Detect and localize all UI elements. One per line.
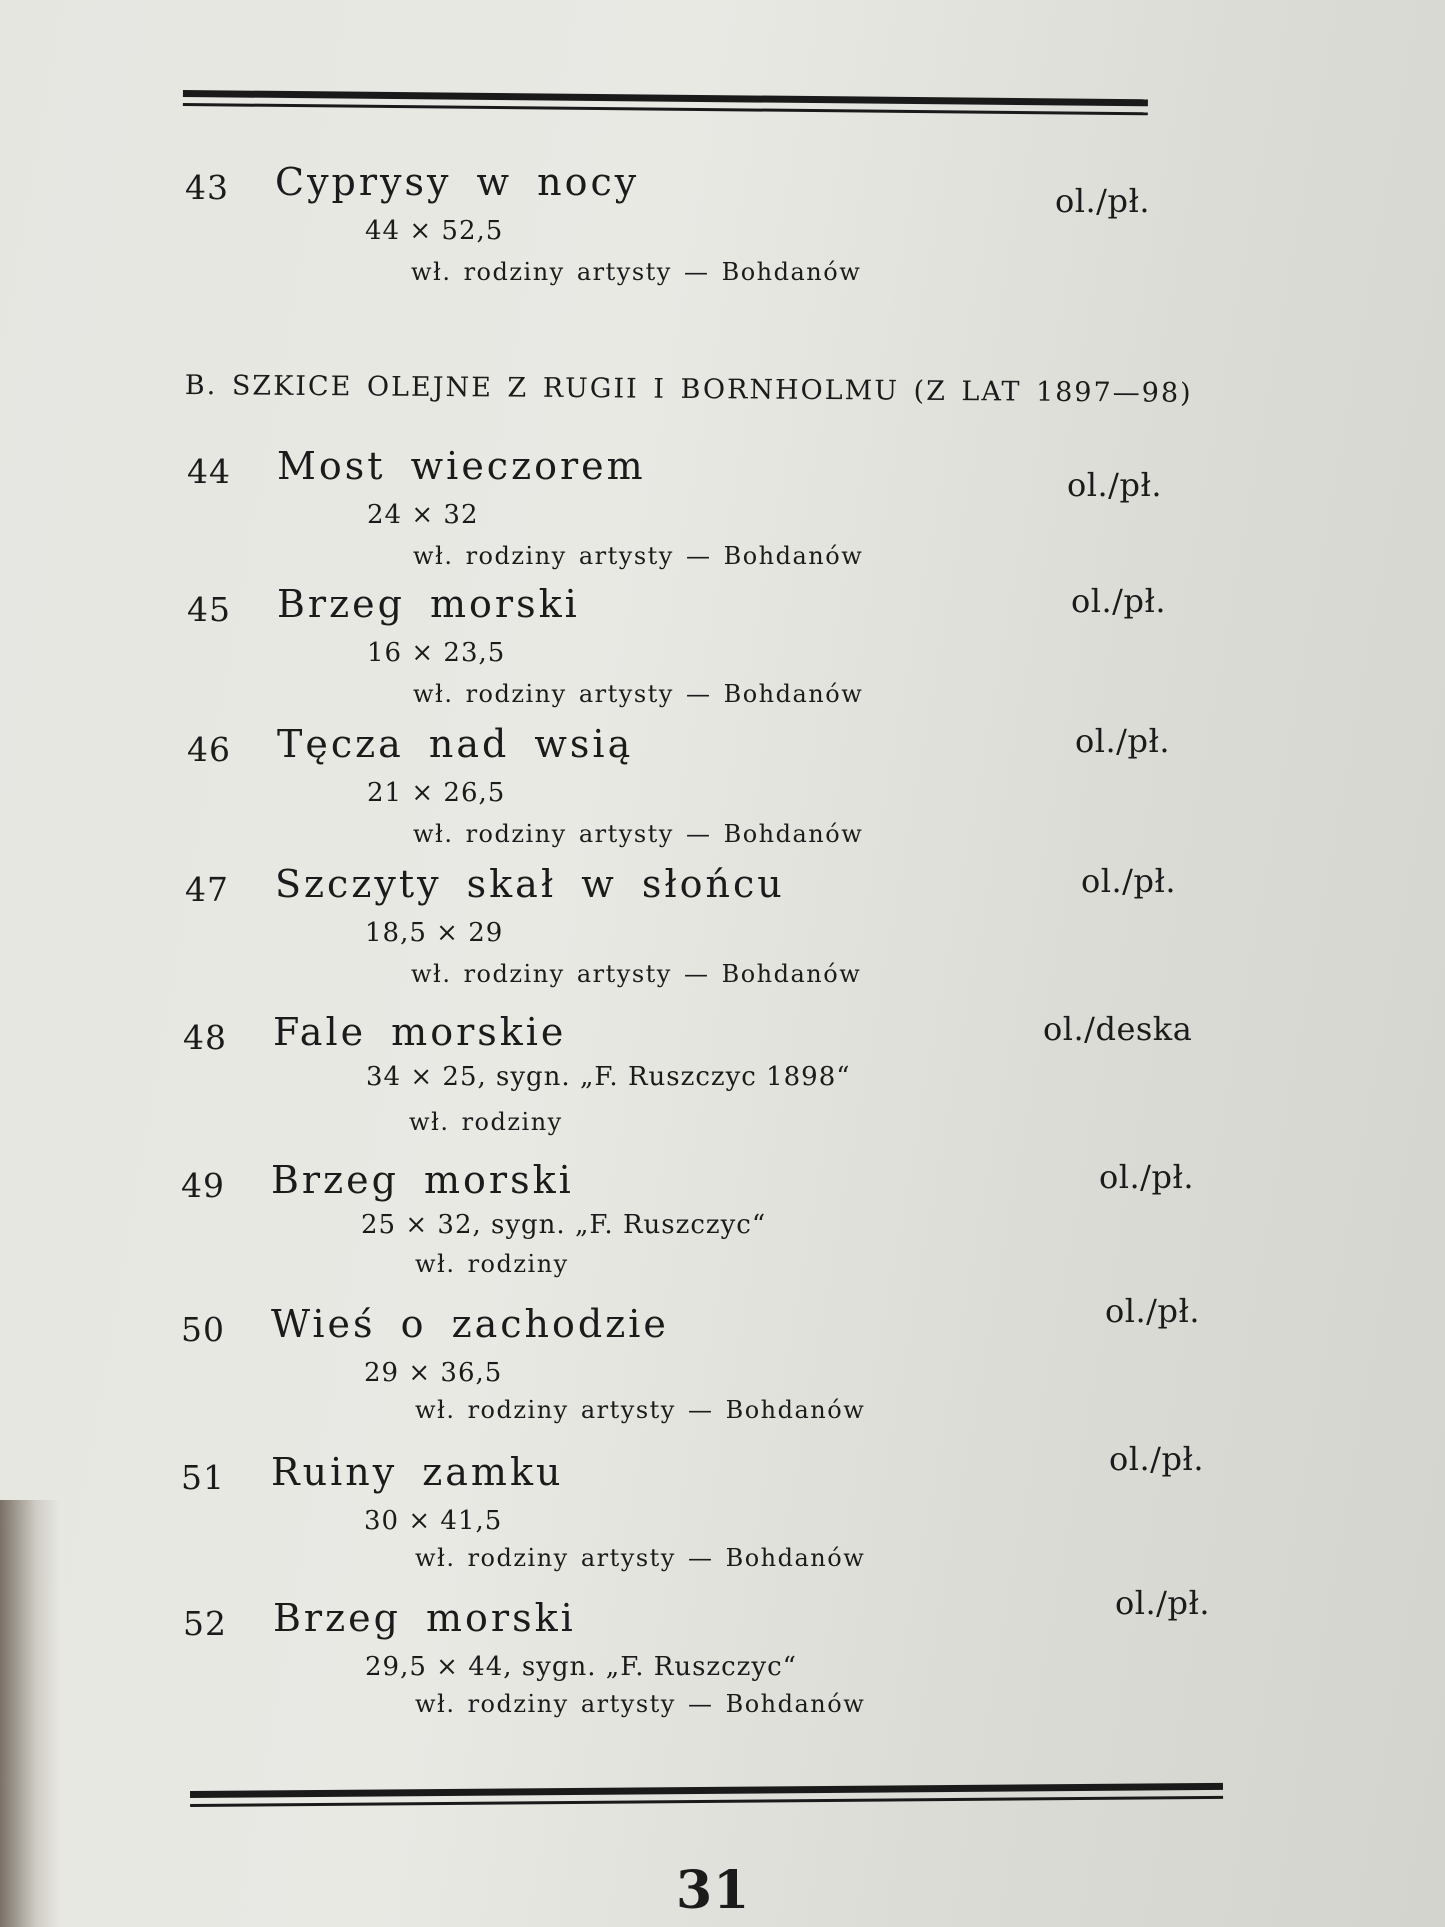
entry-dimensions: 21 × 26,5: [367, 778, 506, 808]
entry-title: Most wieczorem: [277, 444, 646, 488]
entry-number: 50: [181, 1310, 225, 1349]
entry-dimensions: 44 × 52,5: [365, 216, 504, 246]
entry-number: 48: [183, 1018, 227, 1057]
entry-title: Fale morskie: [273, 1010, 567, 1054]
page-number: 31: [676, 1860, 751, 1921]
entry-title: Cyprysy w nocy: [275, 160, 640, 204]
entry-dimensions: 34 × 25, sygn. „F. Ruszczyc 1898“: [366, 1062, 851, 1092]
entry-owner: wł. rodziny: [409, 1108, 563, 1136]
entry-number: 45: [187, 590, 231, 629]
catalog-entry-52: [183, 1584, 1213, 1736]
page-shadow: [0, 1500, 60, 1927]
entry-owner: wł. rodziny artysty — Bohdanów: [415, 1544, 866, 1572]
entry-owner: wł. rodziny artysty — Bohdanów: [413, 820, 864, 848]
catalog-entry-44: [187, 444, 1187, 584]
entry-dimensions: 24 × 32: [367, 500, 479, 530]
entry-medium: ol./pł.: [1115, 1584, 1210, 1622]
catalog-entry-43: [185, 160, 1185, 300]
entry-medium: ol./pł.: [1067, 466, 1162, 504]
entry-owner: wł. rodziny artysty — Bohdanów: [413, 542, 864, 570]
entry-number: 51: [181, 1458, 225, 1497]
entry-medium: ol./pł.: [1075, 722, 1170, 760]
entry-owner: wł. rodziny artysty — Bohdanów: [415, 1396, 866, 1424]
entry-medium: ol./pł.: [1109, 1440, 1204, 1478]
entry-owner: wł. rodziny artysty — Bohdanów: [411, 258, 862, 286]
entry-owner: wł. rodziny artysty — Bohdanów: [411, 960, 862, 988]
entry-dimensions: 29,5 × 44, sygn. „F. Ruszczyc“: [365, 1652, 797, 1682]
entry-title: Ruiny zamku: [271, 1450, 564, 1494]
entry-title: Szczyty skał w słońcu: [275, 862, 785, 906]
entry-number: 46: [187, 730, 231, 769]
catalog-entry-51: [181, 1440, 1211, 1590]
catalog-entry-49: [181, 1158, 1211, 1298]
entry-title: Brzeg morski: [273, 1596, 576, 1640]
entry-medium: ol./pł.: [1071, 582, 1166, 620]
entry-owner: wł. rodziny artysty — Bohdanów: [415, 1690, 866, 1718]
entry-number: 43: [185, 168, 229, 207]
entry-title: Brzeg morski: [277, 582, 580, 626]
catalog-entry-45: [187, 582, 1187, 722]
entry-dimensions: 16 × 23,5: [367, 638, 506, 668]
entry-number: 49: [181, 1166, 225, 1205]
catalog-entry-47: [185, 862, 1185, 1002]
entry-number: 52: [183, 1604, 227, 1643]
section-heading: B. SZKICE OLEJNE Z RUGII I BORNHOLMU (Z LAT 1897—98): [184, 370, 1193, 409]
entry-medium: ol./pł.: [1055, 182, 1150, 220]
entry-owner: wł. rodziny artysty — Bohdanów: [413, 680, 864, 708]
entry-title: Wieś o zachodzie: [271, 1302, 669, 1346]
entry-medium: ol./pł.: [1081, 862, 1176, 900]
entry-dimensions: 25 × 32, sygn. „F. Ruszczyc“: [361, 1210, 767, 1240]
entry-medium: ol./pł.: [1105, 1292, 1200, 1330]
entry-number: 44: [187, 452, 231, 491]
top-double-rule: [183, 90, 1148, 99]
entry-dimensions: 18,5 × 29: [365, 918, 504, 948]
entry-dimensions: 30 × 41,5: [364, 1506, 503, 1536]
catalog-entry-46: [187, 722, 1187, 862]
entry-medium: ol./deska: [1043, 1010, 1193, 1048]
entry-number: 47: [185, 870, 229, 909]
entry-title: Brzeg morski: [271, 1158, 574, 1202]
entry-title: Tęcza nad wsią: [277, 722, 634, 766]
catalog-entry-50: [181, 1292, 1211, 1442]
bottom-double-rule: [190, 1783, 1223, 1791]
entry-owner: wł. rodziny: [415, 1250, 569, 1278]
entry-medium: ol./pł.: [1099, 1158, 1194, 1196]
entry-dimensions: 29 × 36,5: [364, 1358, 503, 1388]
catalog-entry-48: [183, 1010, 1213, 1150]
